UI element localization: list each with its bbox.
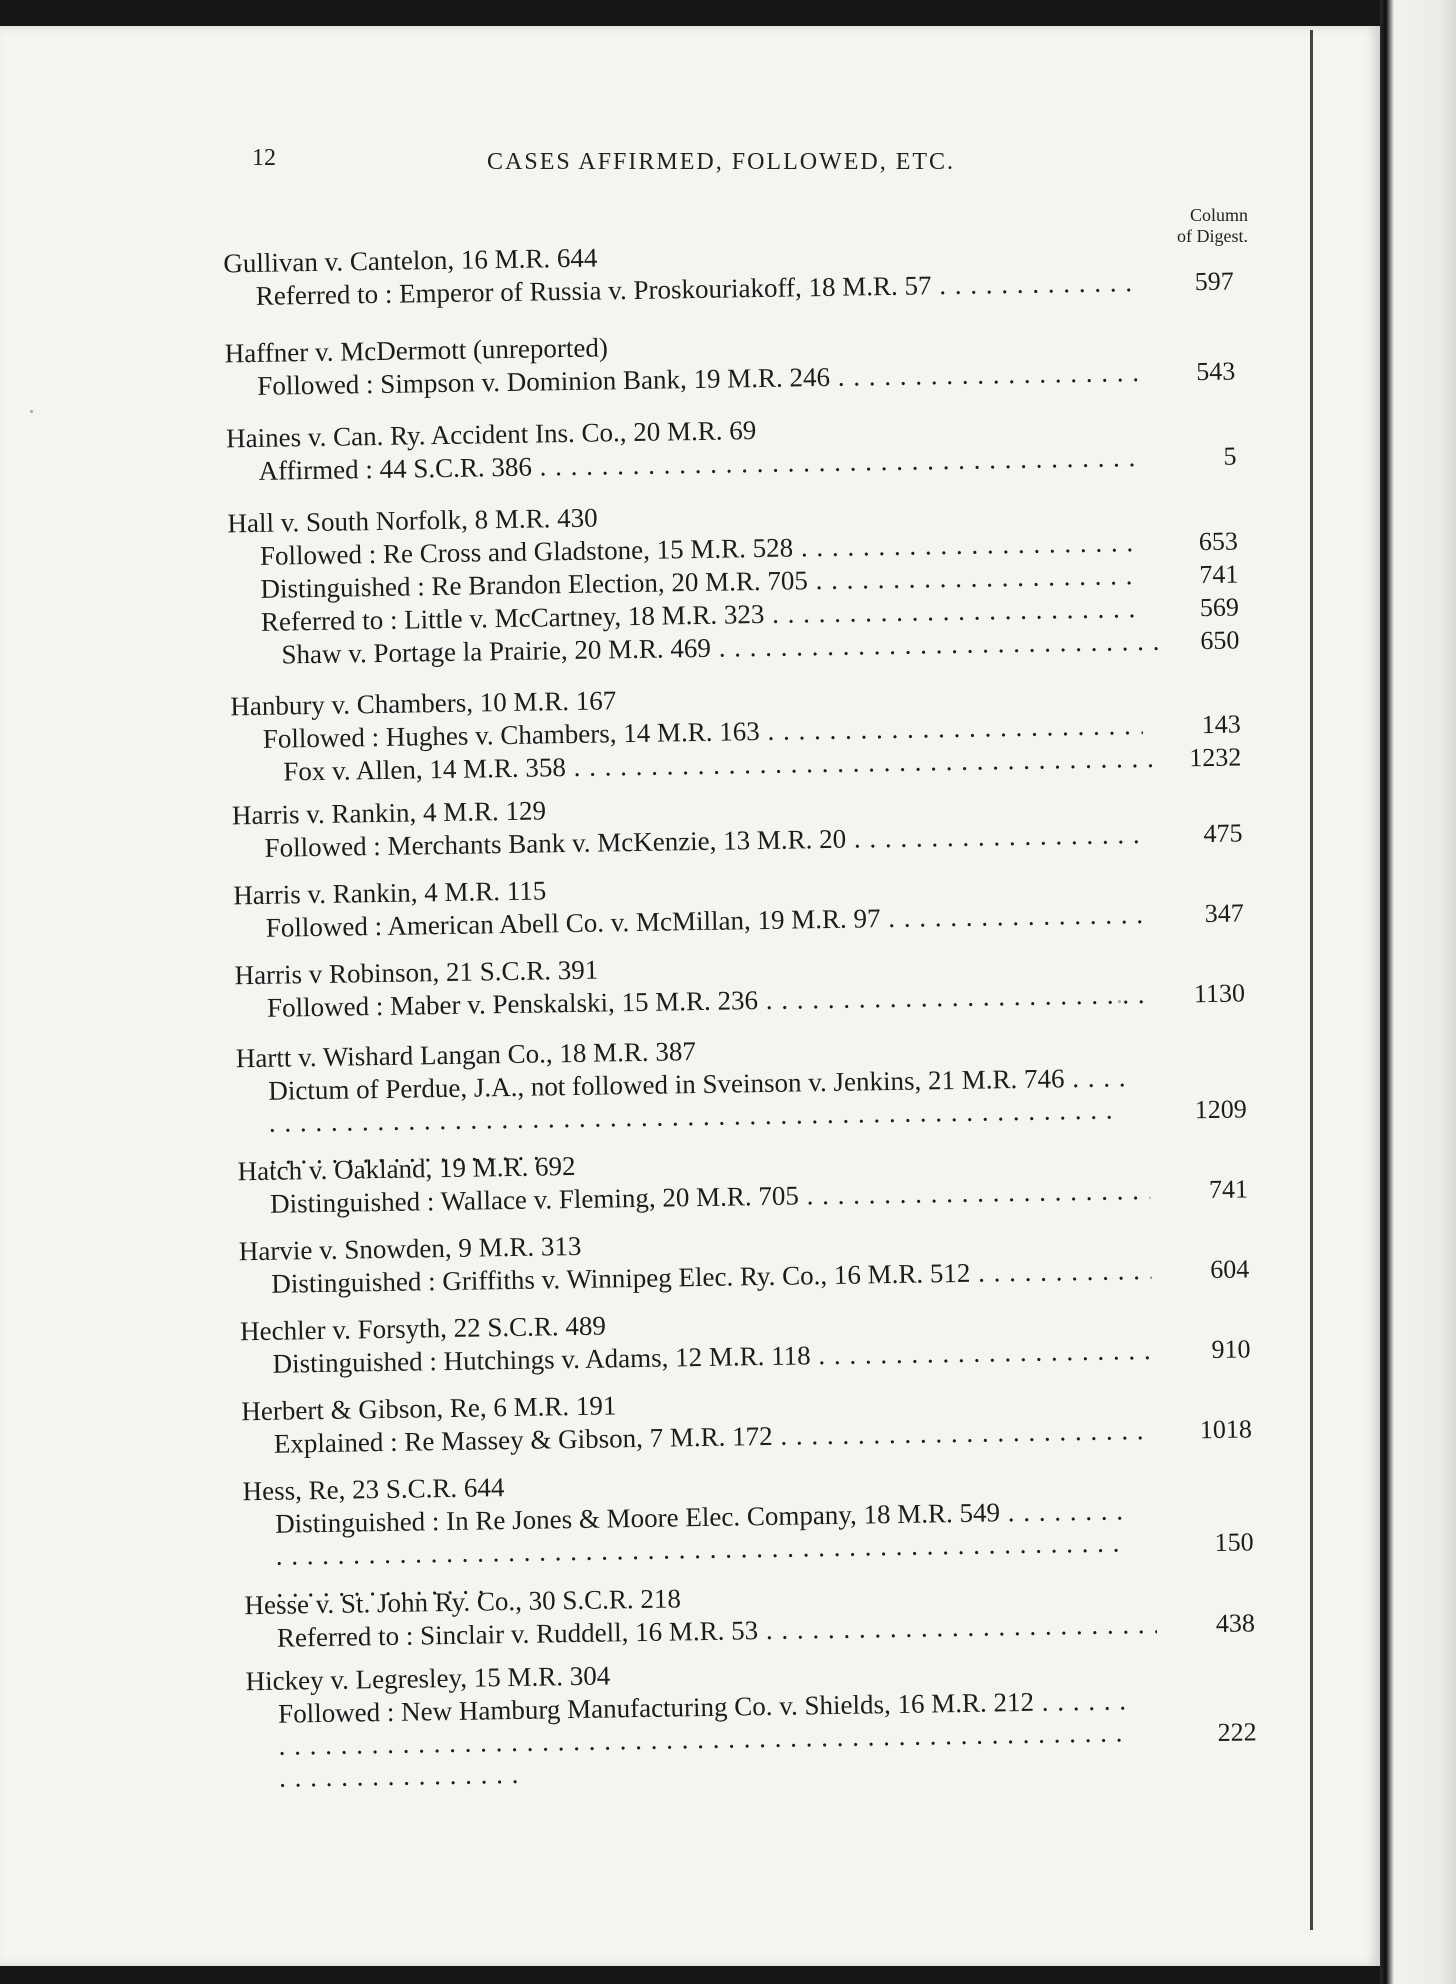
reference-text: Distinguished : Hutchings v. Adams, 12 M.R. 118 . . . (272, 1334, 1152, 1381)
reference-text: Followed : New Hamburg Manufacturing Co. v. Shields, 16 M.R. 212 . . . (278, 1684, 1139, 1793)
reference-text: Distinguished : Wallace v. Fleming, 20 M.R. 705 . . . (270, 1174, 1150, 1221)
reference-text: Shaw v. Portage la Prairie, 20 M.R. 469 . . . (281, 625, 1161, 672)
case-entry (227, 492, 1239, 673)
case-title: Harris v. Rankin, 4 M.R. 129 (231, 795, 547, 831)
column-number: 5 (1223, 441, 1237, 471)
case-entry (236, 1026, 1247, 1141)
case-reference (275, 1492, 1254, 1573)
reference-text: Explained : Re Massey & Gibson, 7 M.R. 172 . . . (274, 1414, 1154, 1461)
scan-speck (1118, 1000, 1121, 1003)
case-entry (226, 407, 1237, 489)
case-entry (225, 322, 1236, 404)
column-number: 650 (1200, 625, 1240, 656)
column-heading-line2: of Digest. (1177, 226, 1248, 246)
case-title: Haines v. Can. Ry. Accident Ins. Co., 20 M.R. 69 (225, 415, 757, 454)
case-title: Hechler v. Forsyth, 22 S.C.R. 489 (239, 1310, 607, 1347)
column-heading-line1: Column (1189, 205, 1248, 225)
column-number: 653 (1198, 526, 1239, 557)
case-title: Hickey v. Legresley, 15 M.R. 304 (245, 1660, 611, 1697)
reference-text: Followed : Re Cross and Gladstone, 15 M.R. 528 . . . (260, 526, 1140, 573)
column-number: 150 (1214, 1527, 1254, 1557)
case-entry (230, 674, 1241, 789)
case-entry (233, 863, 1244, 945)
case-entry (241, 1379, 1252, 1461)
reference-text: Followed : Simpson v. Dominion Bank, 19 M.R. 246 . . . (257, 356, 1137, 403)
case-title: Hesse v. St. John Ry. Co., 30 S.C.R. 218 (244, 1583, 682, 1621)
reference-text: Referred to : Emperor of Russia v. Proskouriakoff, 18 M.R. 57 . . . (256, 266, 1136, 313)
case-title: Hanbury v. Chambers, 10 M.R. 167 (230, 685, 617, 722)
case-title: Haffner v. McDermott (unreported) (224, 332, 609, 369)
case-title: Harris v. Rankin, 4 M.R. 115 (233, 875, 547, 911)
column-number: 597 (1194, 266, 1235, 297)
case-title: Harvie v. Snowden, 9 M.R. 313 (238, 1230, 582, 1267)
case-entry (232, 783, 1243, 865)
column-number: 222 (1217, 1717, 1257, 1747)
column-number: 1209 (1194, 1094, 1248, 1125)
case-entry (223, 232, 1234, 314)
column-number: 1018 (1199, 1414, 1253, 1445)
column-number: 741 (1199, 559, 1239, 590)
column-number: 910 (1211, 1334, 1251, 1365)
case-title: Herbert & Gibson, Re, 6 M.R. 191 (241, 1390, 617, 1427)
column-number: 1232 (1189, 742, 1242, 773)
case-title: Hall v. South Norfolk, 8 M.R. 430 (227, 502, 598, 539)
reference-text: Distinguished : Griffiths v. Winnipeg Elec. Ry. Co., 16 M.R. 512 . . . (271, 1254, 1151, 1301)
reference-text: Followed : Maber v. Penskalski, 15 M.R. 236 . . . (267, 978, 1147, 1025)
reference-text: Affirmed : 44 S.C.R. 386 . . . (258, 441, 1138, 488)
column-number: 438 (1215, 1608, 1256, 1638)
case-title: Hartt v. Wishard Langan Co., 18 M.R. 387 (235, 1036, 697, 1074)
reference-text: Dictum of Perdue, J.A., not followed in Sveinson v. Jenkins, 21 M.R. 746 . . . (268, 1061, 1129, 1170)
case-reference (278, 1682, 1257, 1763)
column-number: 543 (1195, 356, 1236, 387)
case-reference (268, 1059, 1247, 1140)
column-number: 475 (1203, 818, 1243, 849)
case-title: Hatch v. Oakland, 19 M.R. 692 (237, 1150, 576, 1187)
reference-text: Referred to : Little v. McCartney, 18 M.R. 323 . . . (261, 592, 1141, 639)
running-title: CASES AFFIRMED, FOLLOWED, ETC. (487, 149, 956, 175)
case-title: Hess, Re, 23 S.C.R. 644 (242, 1472, 505, 1507)
reference-text: Followed : Merchants Bank v. McKenzie, 13 M.R. 20 . . . (264, 818, 1144, 865)
column-number: 604 (1210, 1254, 1250, 1285)
column-number: 569 (1199, 592, 1240, 623)
case-entry (234, 943, 1245, 1025)
case-entry (245, 1649, 1256, 1764)
page-number: 12 (252, 145, 276, 171)
book-spine (1380, 0, 1456, 1984)
reference-text: Distinguished : Re Brandon Election, 20 M.R. 705 . . . (260, 559, 1140, 606)
scan-speck (30, 410, 33, 413)
column-number: 347 (1204, 898, 1244, 929)
column-number: 741 (1208, 1174, 1249, 1205)
reference-text: Distinguished : In Re Jones & Moore Elec. Company, 18 M.R. 549 . . . (275, 1494, 1136, 1603)
case-entry (239, 1219, 1250, 1301)
case-entry (242, 1459, 1253, 1574)
reference-text: Referred to : Sinclair v. Ruddell, 16 M.R. 53 . . . (277, 1608, 1157, 1655)
case-entry (240, 1299, 1251, 1381)
reference-text: Fox v. Allen, 14 M.R. 358 . . . (283, 742, 1163, 789)
reference-text: Followed : Hughes v. Chambers, 14 M.R. 163 . . . (263, 709, 1143, 756)
column-number: 143 (1201, 709, 1241, 740)
reference-text: Followed : American Abell Co. v. McMillan, 19 M.R. 97 . . . (266, 898, 1146, 945)
case-title: Harris v Robinson, 21 S.C.R. 391 (234, 954, 599, 991)
case-title: Gullivan v. Cantelon, 16 M.R. 644 (223, 242, 598, 279)
column-number: 1130 (1193, 978, 1246, 1009)
